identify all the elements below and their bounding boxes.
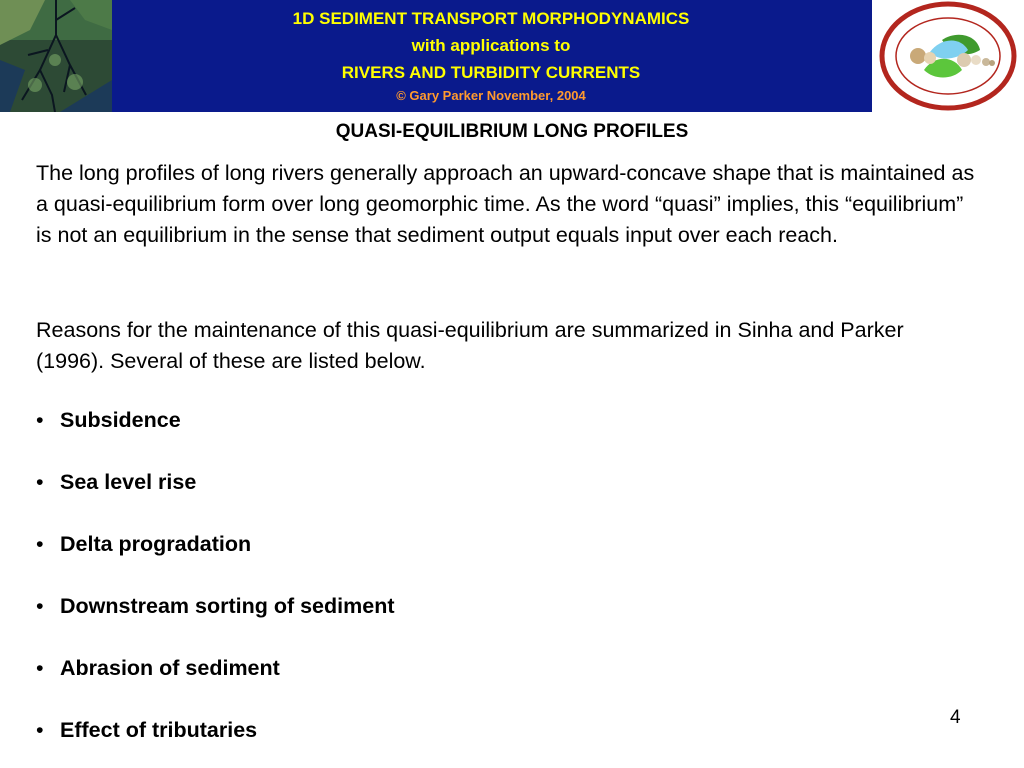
- page-number: 4: [950, 707, 961, 728]
- reasons-paragraph: Reasons for the maintenance of this quasi-equilibrium are summarized in Sinha and Parker (1996). Several of these are listed below.: [36, 318, 904, 373]
- list-item: [36, 467, 395, 529]
- list-item: [36, 405, 395, 467]
- course-title-line2: with applications to: [411, 36, 571, 55]
- course-title-line1: 1D SEDIMENT TRANSPORT MORPHODYNAMICS: [292, 9, 690, 28]
- river-delta-image: [0, 0, 112, 112]
- bullet-marker: •: [36, 718, 44, 742]
- list-item: [36, 653, 395, 715]
- list-item: [36, 591, 395, 653]
- bullet-marker: •: [36, 532, 44, 556]
- slide-title: QUASI-EQUILIBRIUM LONG PROFILES: [335, 121, 689, 142]
- list-item-label: Downstream sorting of sediment: [60, 594, 395, 618]
- list-item: [36, 529, 395, 591]
- bullet-marker: •: [36, 470, 44, 494]
- list-item: [36, 715, 395, 768]
- river-delta-graphic: [0, 0, 112, 112]
- header-band: [0, 0, 1024, 112]
- course-title-band: [112, 0, 870, 112]
- bullet-marker: •: [36, 594, 44, 618]
- list-item-label: Sea level rise: [60, 470, 197, 494]
- course-title-line3: RIVERS AND TURBIDITY CURRENTS: [341, 63, 641, 82]
- list-item-label: Delta progradation: [60, 532, 252, 556]
- list-item-label: Effect of tributaries: [60, 718, 258, 742]
- reasons-list: [36, 405, 395, 768]
- bullet-marker: •: [36, 656, 44, 680]
- bullet-marker: •: [36, 408, 44, 432]
- nced-logo: [870, 0, 1024, 112]
- list-item-label: Abrasion of sediment: [60, 656, 280, 680]
- list-item-label: Subsidence: [60, 408, 181, 432]
- nced-logo-graphic: [872, 0, 1022, 112]
- intro-paragraph: The long profiles of long rivers generally approach an upward-concave shape that is maintained as a quasi-equilibrium form over long geomorphic time. As the word “quasi” implies, this “equilibrium” is not an equilibrium in the sense that sediment output equals input over each reach.: [36, 161, 975, 247]
- copyright-notice: © Gary Parker November, 2004: [396, 88, 586, 103]
